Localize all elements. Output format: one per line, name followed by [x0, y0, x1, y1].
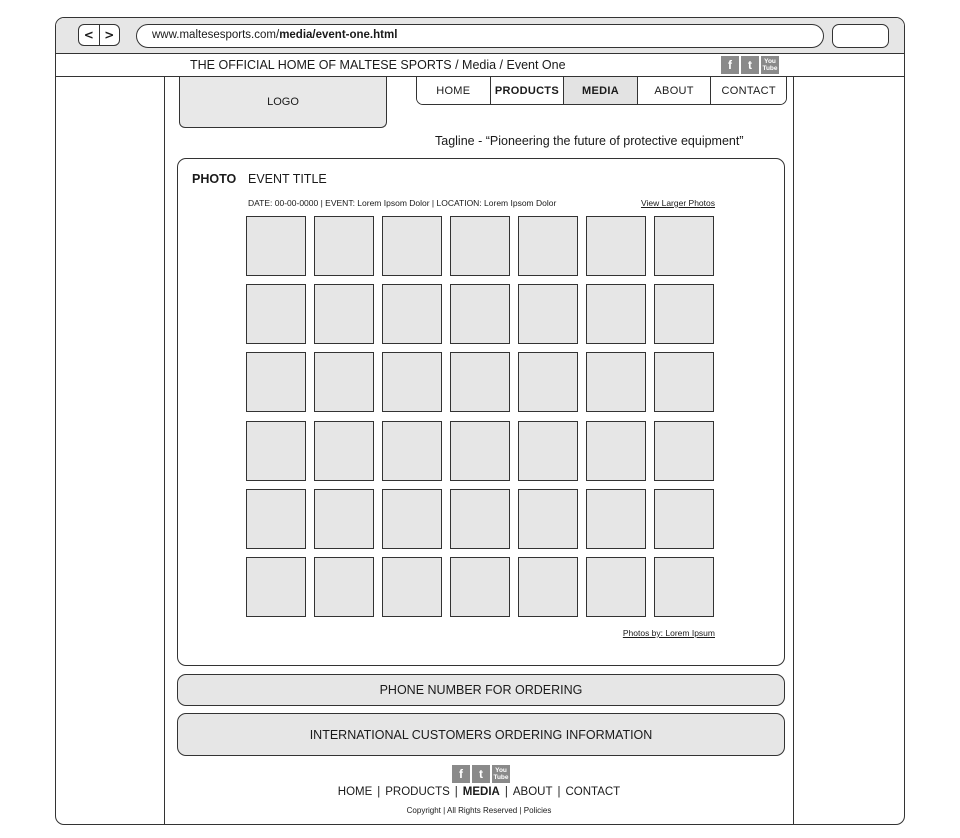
photo-thumbnail[interactable]	[654, 216, 714, 276]
photo-thumbnail[interactable]	[246, 284, 306, 344]
photo-thumbnail[interactable]	[382, 557, 442, 617]
footer-separator: |	[377, 786, 381, 798]
browser-window	[55, 17, 905, 825]
youtube-icon-text-top: You	[764, 58, 776, 65]
footer-nav	[165, 786, 793, 798]
photo-thumbnail[interactable]	[586, 284, 646, 344]
page-content-area	[164, 77, 794, 825]
url-path: media/event-one.html	[279, 29, 398, 41]
photo-thumbnail[interactable]	[654, 284, 714, 344]
footer-separator: |	[504, 786, 508, 798]
photo-thumbnail[interactable]	[314, 557, 374, 617]
site-topbar	[56, 55, 904, 77]
facebook-icon[interactable]: f	[721, 56, 739, 74]
youtube-icon[interactable]	[492, 765, 510, 783]
photo-thumbnail[interactable]	[586, 489, 646, 549]
nav-tab-contact[interactable]: CONTACT	[711, 77, 786, 104]
international-ordering-bar[interactable]: INTERNATIONAL CUSTOMERS ORDERING INFORMATION	[177, 713, 785, 756]
nav-tab-media[interactable]: MEDIA	[564, 77, 638, 104]
event-title: EVENT TITLE	[248, 172, 327, 186]
photo-thumbnail[interactable]	[246, 489, 306, 549]
photo-thumbnail[interactable]	[382, 284, 442, 344]
twitter-icon[interactable]: t	[741, 56, 759, 74]
event-meta: DATE: 00-00-0000 | EVENT: Lorem Ipsom Dolor | LOCATION: Lorem Ipsom Dolor	[248, 198, 557, 208]
footer-link-media[interactable]: MEDIA	[462, 786, 500, 798]
social-links-footer	[452, 765, 510, 783]
back-button[interactable]: <	[83, 28, 94, 42]
view-larger-photos-link[interactable]: View Larger Photos	[640, 198, 715, 208]
twitter-icon[interactable]: t	[472, 765, 490, 783]
photo-gallery-panel	[177, 158, 785, 666]
photo-thumbnail[interactable]	[450, 352, 510, 412]
breadcrumb: THE OFFICIAL HOME OF MALTESE SPORTS / Media / Event One	[190, 58, 566, 72]
footer-separator: |	[454, 786, 458, 798]
photo-thumbnail[interactable]	[450, 557, 510, 617]
photo-thumbnail[interactable]	[654, 352, 714, 412]
photo-thumbnail[interactable]	[518, 557, 578, 617]
photo-thumbnail[interactable]	[450, 216, 510, 276]
photo-thumbnail[interactable]	[314, 284, 374, 344]
photo-thumbnail[interactable]	[382, 421, 442, 481]
photo-thumbnail[interactable]	[246, 421, 306, 481]
footer-link-contact[interactable]: CONTACT	[565, 786, 621, 798]
footer-link-home[interactable]: HOME	[337, 786, 373, 798]
photo-thumbnail[interactable]	[450, 284, 510, 344]
nav-tab-products[interactable]: PRODUCTS	[491, 77, 565, 104]
photo-thumbnail[interactable]	[586, 352, 646, 412]
photo-thumbnail[interactable]	[314, 216, 374, 276]
phone-ordering-bar[interactable]: PHONE NUMBER FOR ORDERING	[177, 674, 785, 706]
photo-thumbnail[interactable]	[314, 489, 374, 549]
logo[interactable]: LOGO	[179, 77, 387, 128]
footer-separator: |	[557, 786, 561, 798]
nav-tab-about[interactable]: ABOUT	[638, 77, 712, 104]
photo-thumbnail[interactable]	[382, 489, 442, 549]
youtube-icon-text-bottom: Tube	[762, 65, 778, 72]
tagline: Tagline - “Pioneering the future of protective equipment”	[435, 134, 744, 148]
photo-thumbnail[interactable]	[518, 489, 578, 549]
browser-search-box[interactable]	[832, 24, 889, 48]
photo-thumbnail[interactable]	[654, 421, 714, 481]
photo-thumbnail[interactable]	[450, 489, 510, 549]
photo-thumbnail[interactable]	[314, 421, 374, 481]
facebook-icon[interactable]: f	[452, 765, 470, 783]
youtube-icon[interactable]	[761, 56, 779, 74]
photo-thumbnail[interactable]	[382, 352, 442, 412]
photo-thumbnail[interactable]	[654, 489, 714, 549]
social-links-top	[721, 56, 779, 74]
youtube-icon-text-bottom: Tube	[493, 774, 509, 781]
main-nav	[416, 77, 787, 105]
photo-credit-link[interactable]: Photos by: Lorem Ipsum	[622, 628, 715, 638]
photo-thumbnail[interactable]	[518, 352, 578, 412]
photo-thumbnail[interactable]	[586, 421, 646, 481]
copyright: Copyright | All Rights Reserved | Policies	[406, 806, 552, 815]
photo-thumbnail[interactable]	[450, 421, 510, 481]
nav-tab-home[interactable]: HOME	[417, 77, 491, 104]
forward-button[interactable]: >	[99, 25, 120, 45]
youtube-icon-text-top: You	[495, 767, 507, 774]
photo-thumbnail[interactable]	[654, 557, 714, 617]
photo-thumbnail[interactable]	[246, 216, 306, 276]
section-label: PHOTO	[192, 172, 237, 186]
url-domain: www.maltesesports.com/	[152, 29, 280, 41]
photo-thumbnail[interactable]	[246, 557, 306, 617]
url-bar[interactable]	[136, 24, 824, 48]
photo-thumbnail[interactable]	[382, 216, 442, 276]
photo-thumbnail[interactable]	[518, 421, 578, 481]
photo-thumbnail[interactable]	[518, 216, 578, 276]
browser-toolbar	[56, 18, 904, 54]
photo-thumbnail[interactable]	[314, 352, 374, 412]
footer-link-products[interactable]: PRODUCTS	[385, 786, 450, 798]
photo-thumbnail[interactable]	[518, 284, 578, 344]
photo-thumbnail[interactable]	[586, 557, 646, 617]
photo-thumbnail[interactable]	[586, 216, 646, 276]
history-buttons	[78, 24, 120, 46]
footer-link-about[interactable]: ABOUT	[512, 786, 553, 798]
photo-grid	[246, 216, 714, 617]
photo-thumbnail[interactable]	[246, 352, 306, 412]
